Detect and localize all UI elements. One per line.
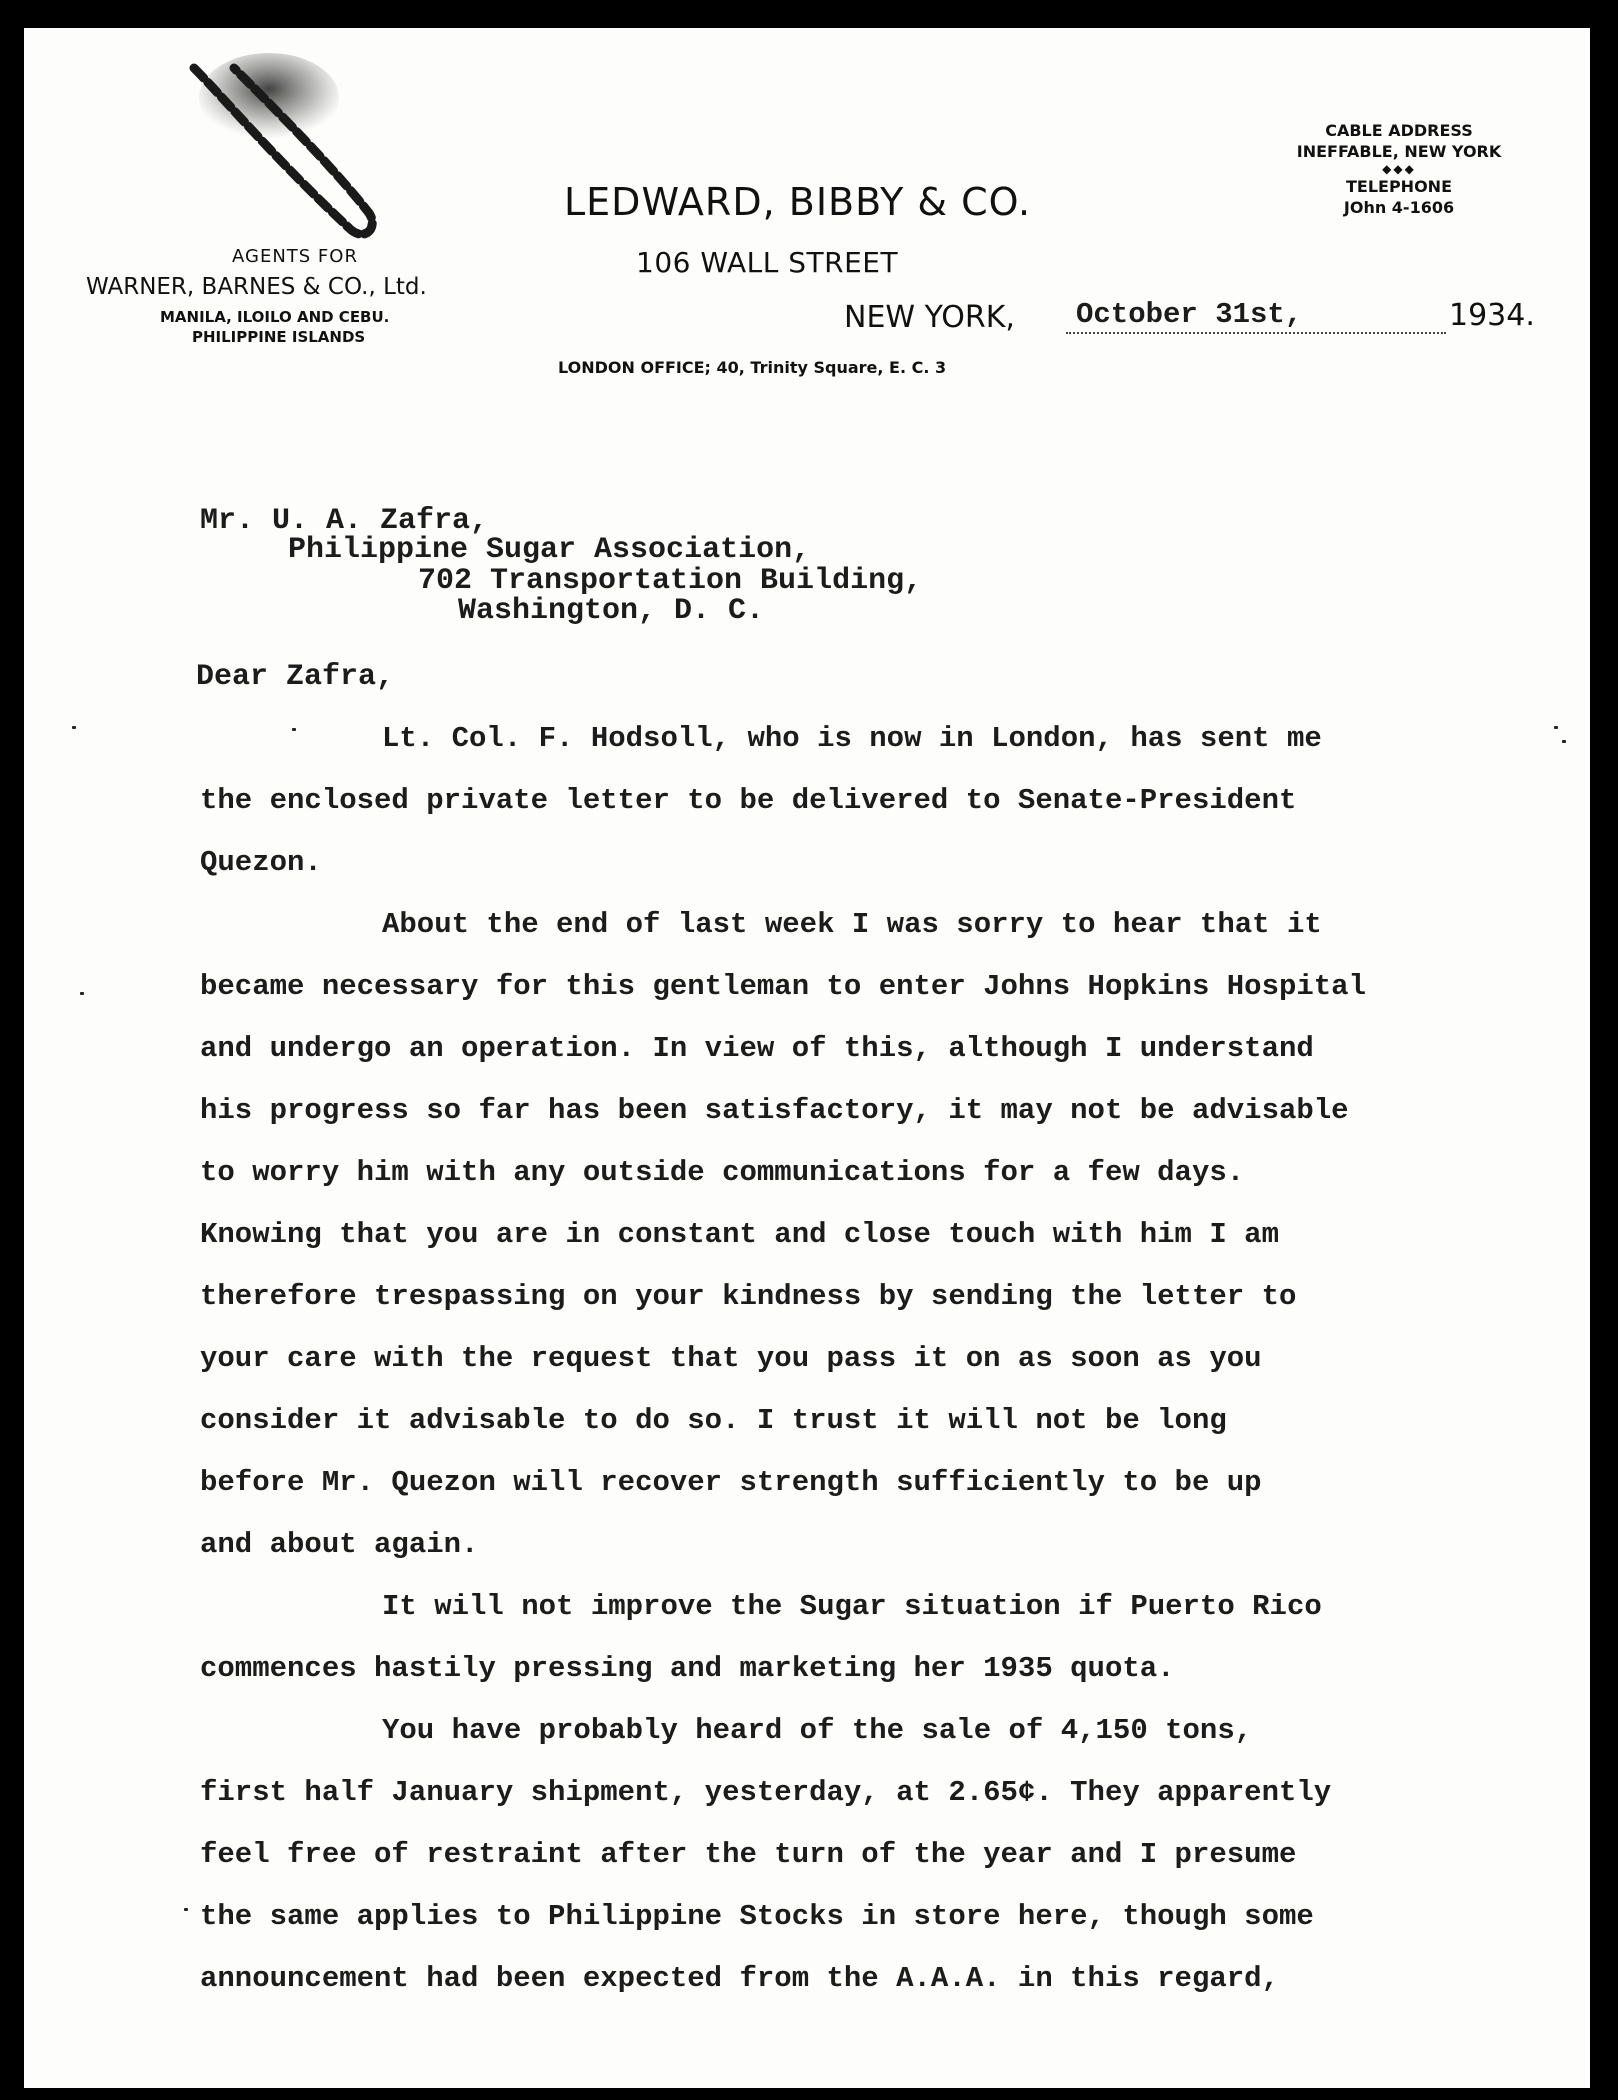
firm-street: 106 WALL STREET	[636, 246, 899, 279]
date-rule	[1066, 332, 1446, 334]
agents-country: PHILIPPINE ISLANDS	[192, 328, 366, 346]
body-line: therefore trespassing on your kindness by sending the letter to	[200, 1280, 1297, 1313]
body-line: announcement had been expected from the A.A.A. in this regard,	[200, 1962, 1279, 1995]
body-line: consider it advisable to do so. I trust it will not be long	[200, 1404, 1227, 1437]
letter-date: October 31st,	[1076, 298, 1303, 331]
body-line: the enclosed private letter to be delivered to Senate-President	[200, 784, 1297, 817]
body-line: You have probably heard of the sale of 4,150 tons,	[382, 1714, 1253, 1747]
body-line: to worry him with any outside communications for a few days.	[200, 1156, 1245, 1189]
telephone-value: JOhn 4-1606	[1343, 198, 1455, 217]
body-line: first half January shipment, yesterday, at 2.65¢. They apparently	[200, 1776, 1332, 1809]
body-line: his progress so far has been satisfactory, it may not be advisable	[200, 1094, 1349, 1127]
recipient-organization: Philippine Sugar Association,	[288, 533, 811, 567]
body-line: commences hastily pressing and marketing her 1935 quota.	[200, 1652, 1175, 1685]
recipient-street: 702 Transportation Building,	[418, 564, 923, 598]
body-line: and undergo an operation. In view of this, although I understand	[200, 1032, 1314, 1065]
body-line: and about again.	[200, 1528, 479, 1561]
body-line: Quezon.	[200, 846, 322, 879]
letter-city: NEW YORK,	[844, 300, 1015, 335]
separator-ornament: ◆◆◆	[1382, 162, 1416, 176]
paper-clip-mark	[164, 38, 404, 268]
salutation: Dear Zafra,	[196, 660, 395, 694]
body-line: your care with the request that you pass it on as soon as you	[200, 1342, 1262, 1375]
cable-label: CABLE ADDRESS	[1325, 121, 1473, 140]
body-line: became necessary for this gentleman to enter Johns Hopkins Hospital	[200, 970, 1366, 1003]
agents-company: WARNER, BARNES & CO., Ltd.	[86, 274, 427, 300]
body-line: It will not improve the Sugar situation if Puerto Rico	[382, 1590, 1322, 1623]
cable-value: INEFFABLE, NEW YORK	[1296, 142, 1502, 161]
telephone-label: TELEPHONE	[1345, 177, 1452, 196]
recipient-city: Washington, D. C.	[458, 594, 765, 628]
body-line: Knowing that you are in constant and close touch with him I am	[200, 1218, 1279, 1251]
contact-block	[1274, 120, 1524, 218]
body-line: feel free of restraint after the turn of the year and I presume	[200, 1838, 1297, 1871]
recipient-name: Mr. U. A. Zafra,	[200, 504, 489, 538]
agents-label: AGENTS FOR	[232, 246, 358, 267]
body-line: the same applies to Philippine Stocks in store here, though some	[200, 1900, 1314, 1933]
body-line: before Mr. Quezon will recover strength sufficiently to be up	[200, 1466, 1262, 1499]
london-office: LONDON OFFICE; 40, Trinity Square, E. C. 3	[558, 358, 947, 377]
firm-name: LEDWARD, BIBBY & CO.	[564, 180, 1032, 224]
letter-year: 1934.	[1449, 298, 1535, 333]
body-line: Lt. Col. F. Hodsoll, who is now in London, has sent me	[382, 722, 1322, 755]
letter-page	[24, 28, 1590, 2088]
body-line: About the end of last week I was sorry to hear that it	[382, 908, 1322, 941]
agents-locations: MANILA, ILOILO AND CEBU.	[160, 308, 390, 326]
